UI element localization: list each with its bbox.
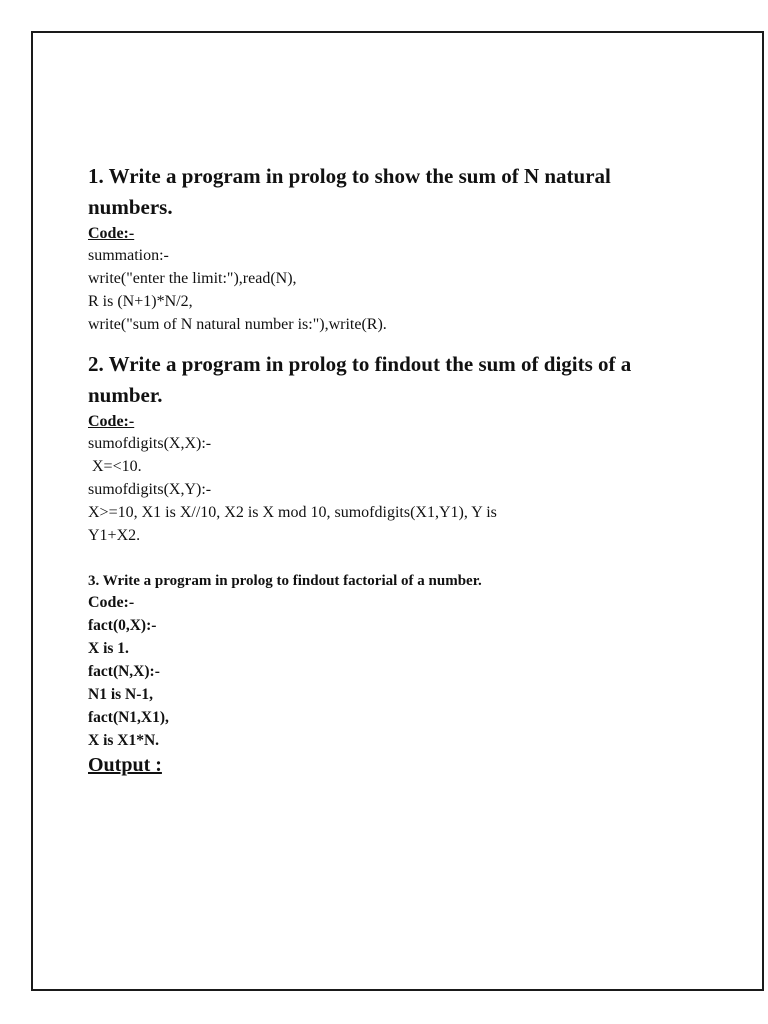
code-line: X is X1*N. bbox=[88, 732, 160, 749]
document-content bbox=[88, 161, 728, 778]
section-sum-natural-numbers bbox=[88, 161, 728, 336]
code-line: Y1+X2. bbox=[88, 527, 141, 544]
code-line: summation:- bbox=[88, 247, 169, 264]
section-1-code-label: Code:- bbox=[88, 225, 135, 242]
section-1-heading-line-2: numbers. bbox=[88, 195, 173, 219]
section-sum-of-digits bbox=[88, 349, 728, 547]
section-factorial bbox=[88, 571, 728, 778]
section-3-code-label: Code:- bbox=[88, 594, 135, 611]
output-label: Output : bbox=[88, 754, 162, 776]
code-line: N1 is N-1, bbox=[88, 686, 154, 703]
code-line: write("enter the limit:"),read(N), bbox=[88, 270, 297, 287]
code-line: sumofdigits(X,Y):- bbox=[88, 481, 212, 498]
section-2-heading-line-1: 2. Write a program in prolog to findout the sum of digits of a bbox=[88, 352, 632, 376]
code-line: fact(0,X):- bbox=[88, 617, 157, 634]
code-line: X>=10, X1 is X//10, X2 is X mod 10, sumofdigits(X1,Y1), Y is bbox=[88, 504, 497, 521]
code-line: write("sum of N natural number is:"),write(R). bbox=[88, 316, 387, 333]
code-line: R is (N+1)*N/2, bbox=[88, 293, 193, 310]
section-2-heading-line-2: number. bbox=[88, 383, 163, 407]
section-3-heading: 3. Write a program in prolog to findout factorial of a number. bbox=[88, 573, 482, 589]
code-line: fact(N,X):- bbox=[88, 663, 160, 680]
code-line: X is 1. bbox=[88, 640, 129, 657]
section-1-heading-line-1: 1. Write a program in prolog to show the sum of N natural bbox=[88, 164, 611, 188]
section-2-code-label: Code:- bbox=[88, 413, 135, 430]
code-line: fact(N1,X1), bbox=[88, 709, 169, 726]
code-line: sumofdigits(X,X):- bbox=[88, 435, 212, 452]
code-line: X=<10. bbox=[88, 458, 142, 475]
